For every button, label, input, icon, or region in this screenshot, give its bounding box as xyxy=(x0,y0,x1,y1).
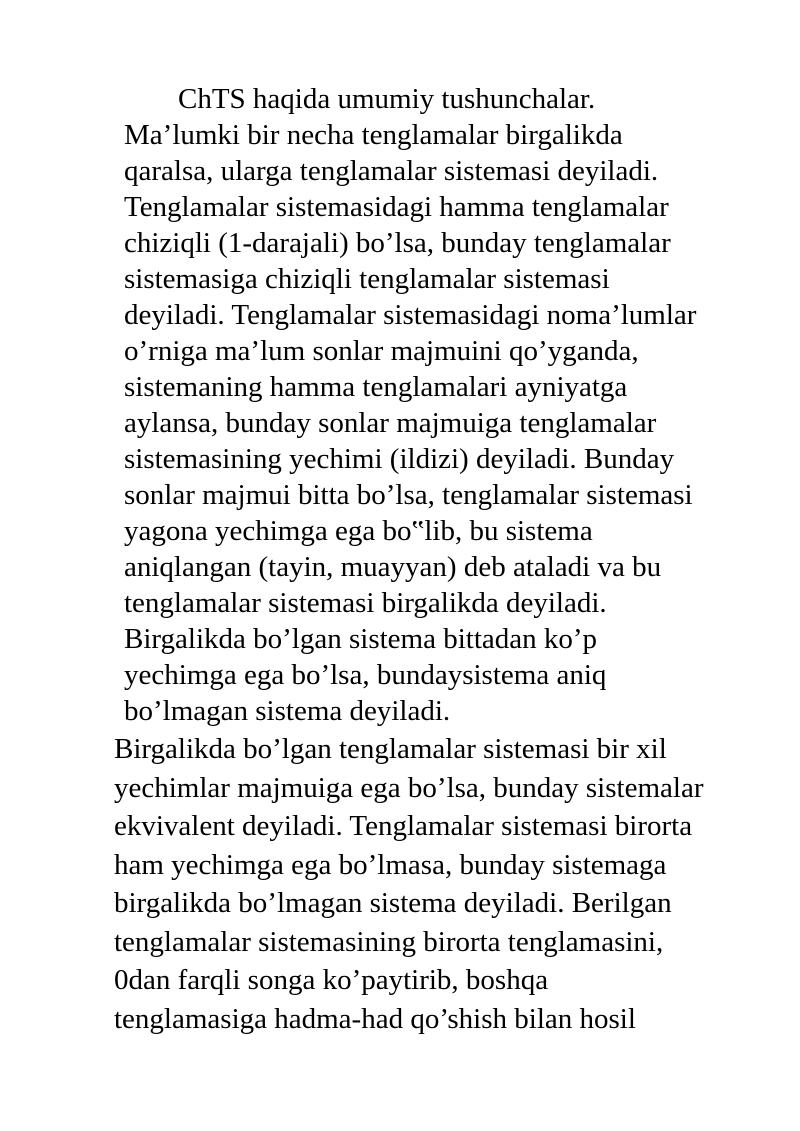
text-line: chiziqli (1-darajali) bo’lsa, bunday tenglamalar xyxy=(124,227,671,259)
text-line: tenglamasiga hadma-had qo’shish bilan hosil xyxy=(114,1002,636,1035)
text-line: Tenglamalar sistemasidagi hamma tenglamalar xyxy=(124,191,669,223)
text-line: Birgalikda bo’lgan tenglamalar sistemasi bir xil xyxy=(114,733,667,765)
text-line: sistemaning hamma tenglamalari ayniyatga xyxy=(124,371,628,403)
text-line: yechimga ega bo’lsa, bundaysistema aniq xyxy=(124,659,607,691)
text-line: birgalikda bo’lmagan sistema deyiladi. Berilgan xyxy=(114,887,672,919)
text-line: Birgalikda bo’lgan sistema bittadan ko’p xyxy=(124,623,598,655)
text-line: sistemasining yechimi (ildizi) deyiladi. Bunday xyxy=(124,443,675,475)
text-line: ham yechimga ega bo’lmasa, bunday sistemaga xyxy=(114,848,667,881)
text-line: 0dan farqli songa ko’paytirib, boshqa xyxy=(114,964,549,996)
text-line: sistemasiga chiziqli tenglamalar sistemasi xyxy=(124,263,610,295)
text-line: sonlar majmui bitta bo’lsa, tenglamalar sistemasi xyxy=(124,479,693,511)
text-line: ekvivalent deyiladi. Tenglamalar sistemasi birorta xyxy=(114,810,693,842)
paragraph-definitions xyxy=(124,81,696,729)
text-line: aylansa, bunday sonlar majmuiga tenglamalar xyxy=(124,407,657,439)
paragraph-equivalence xyxy=(114,730,703,1038)
text-line: Ma’lumki bir necha tenglamalar birgalikda xyxy=(124,119,623,151)
text-line: bo’lmagan sistema deyiladi. xyxy=(124,695,451,727)
text-line: aniqlangan (tayin, muayyan) deb ataladi va bu xyxy=(124,551,662,583)
text-line: tenglamalar sistemasi birgalikda deyiladi. xyxy=(124,587,607,619)
text-line: deyiladi. Tenglamalar sistemasidagi noma’lumlar xyxy=(124,299,697,331)
text-line: qaralsa, ularga tenglamalar sistemasi deyiladi. xyxy=(124,155,659,187)
section-heading: ChTS haqida umumiy tushunchalar. xyxy=(178,83,596,115)
text-line: tenglamalar sistemasining birorta tenglamasini, xyxy=(114,925,664,958)
text-line: o’rniga ma’lum sonlar majmuini qo’yganda, xyxy=(124,335,639,367)
text-line: yagona yechimga ega bo‟lib, bu sistema xyxy=(124,515,593,547)
text-line: yechimlar majmuiga ega bo’lsa, bunday sistemalar xyxy=(114,771,704,804)
